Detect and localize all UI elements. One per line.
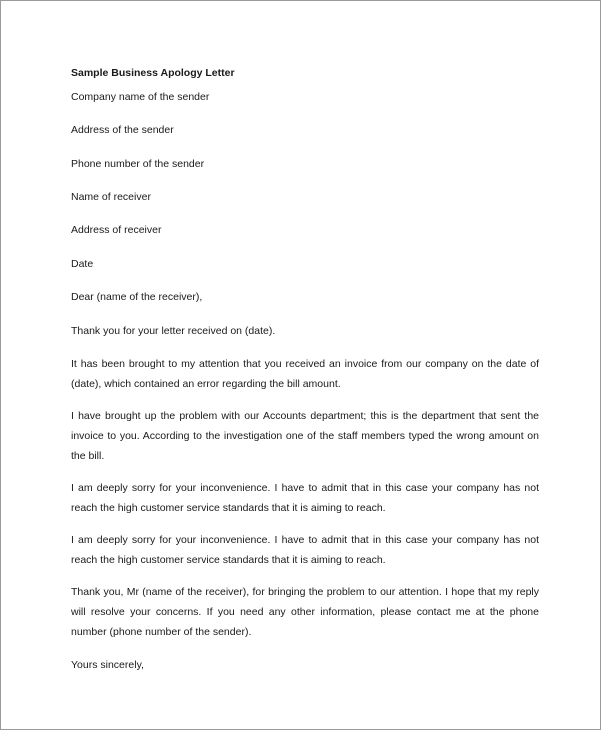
paragraph-apology-repeat: I am deeply sorry for your inconvenience. I have to admit that in this case your company has not reach the high customer service standards that it is aiming to reach. [71,534,539,566]
paragraph-apology: I am deeply sorry for your inconvenience. I have to admit that in this case your company has not reach the high customer service standards that it is aiming to reach. [71,482,539,514]
opening-line: Thank you for your letter received on (date). [71,325,276,337]
receiver-name-line: Name of receiver [71,191,151,203]
salutation: Dear (name of the receiver), [71,291,203,303]
date-line: Date [71,258,94,270]
paragraph-invoice-error: It has been brought to my attention that you received an invoice from our company on the date of (date), which contained an error regarding the bill amount. [71,358,539,390]
receiver-address-line: Address of receiver [71,224,162,236]
sender-phone-line: Phone number of the sender [71,158,205,170]
letter-title: Sample Business Apology Letter [71,67,235,79]
closing: Yours sincerely, [71,659,144,671]
sender-address-line: Address of the sender [71,124,174,136]
paragraph-thank-you: Thank you, Mr (name of the receiver), for bringing the problem to our attention. I hope that my reply will resolve your concerns. If you need any other information, please contact me at the phone number (phone number of the sender). [71,586,539,638]
sender-company-line: Company name of the sender [71,91,210,103]
paragraph-investigation: I have brought up the problem with our Accounts department; this is the department that sent the invoice to you. According to the investigation one of the staff members typed the wrong amount on the bill. [71,410,539,462]
